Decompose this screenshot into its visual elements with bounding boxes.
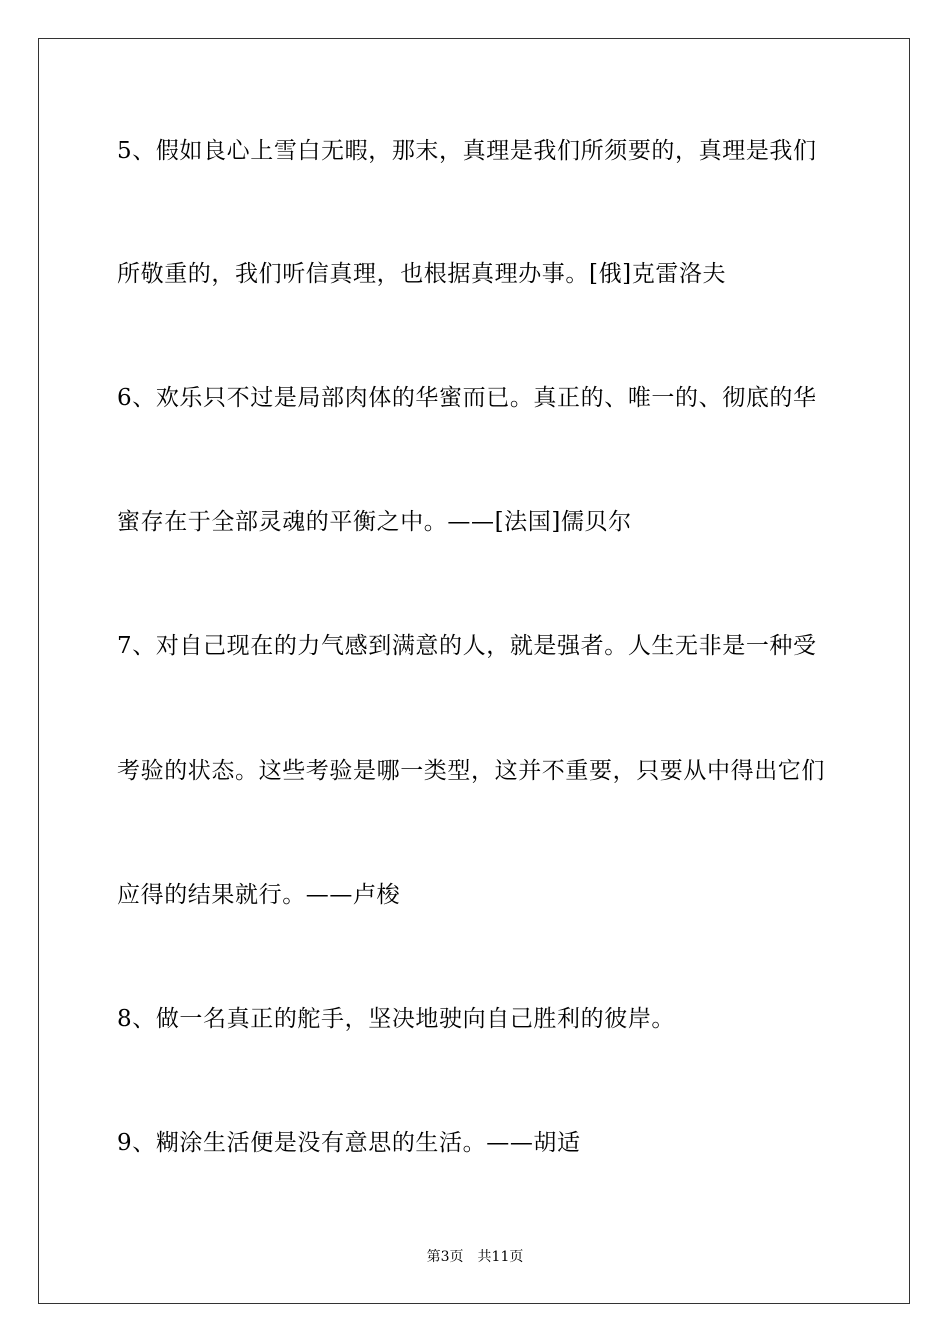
page-number: 第3页: [426, 1249, 464, 1265]
text-line: 应得的结果就行。——卢梭: [117, 882, 401, 908]
text-line: 5、假如良心上雪白无暇，那末，真理是我们所须要的，真理是我们: [117, 138, 817, 164]
page-frame: [38, 38, 910, 1304]
text-line: 8、做一名真正的舵手，坚决地驶向自己胜利的彼岸。: [117, 1006, 676, 1032]
text-line: 6、欢乐只不过是局部肉体的华蜜而已。真正的、唯一的、彻底的华: [117, 385, 817, 411]
text-line: 考验的状态。这些考验是哪一类型，这并不重要，只要从中得出它们: [117, 758, 825, 784]
page-total: 共11页: [477, 1249, 524, 1265]
text-line: 9、糊涂生活便是没有意思的生活。——胡适: [117, 1130, 581, 1156]
text-line: 7、对自己现在的力气感到满意的人，就是强者。人生无非是一种受: [117, 633, 817, 659]
text-line: 所敬重的，我们听信真理，也根据真理办事。[俄]克雷洛夫: [117, 261, 727, 287]
page-footer: [0, 1248, 950, 1266]
text-line: 蜜存在于全部灵魂的平衡之中。——[法国]儒贝尔: [117, 509, 632, 535]
